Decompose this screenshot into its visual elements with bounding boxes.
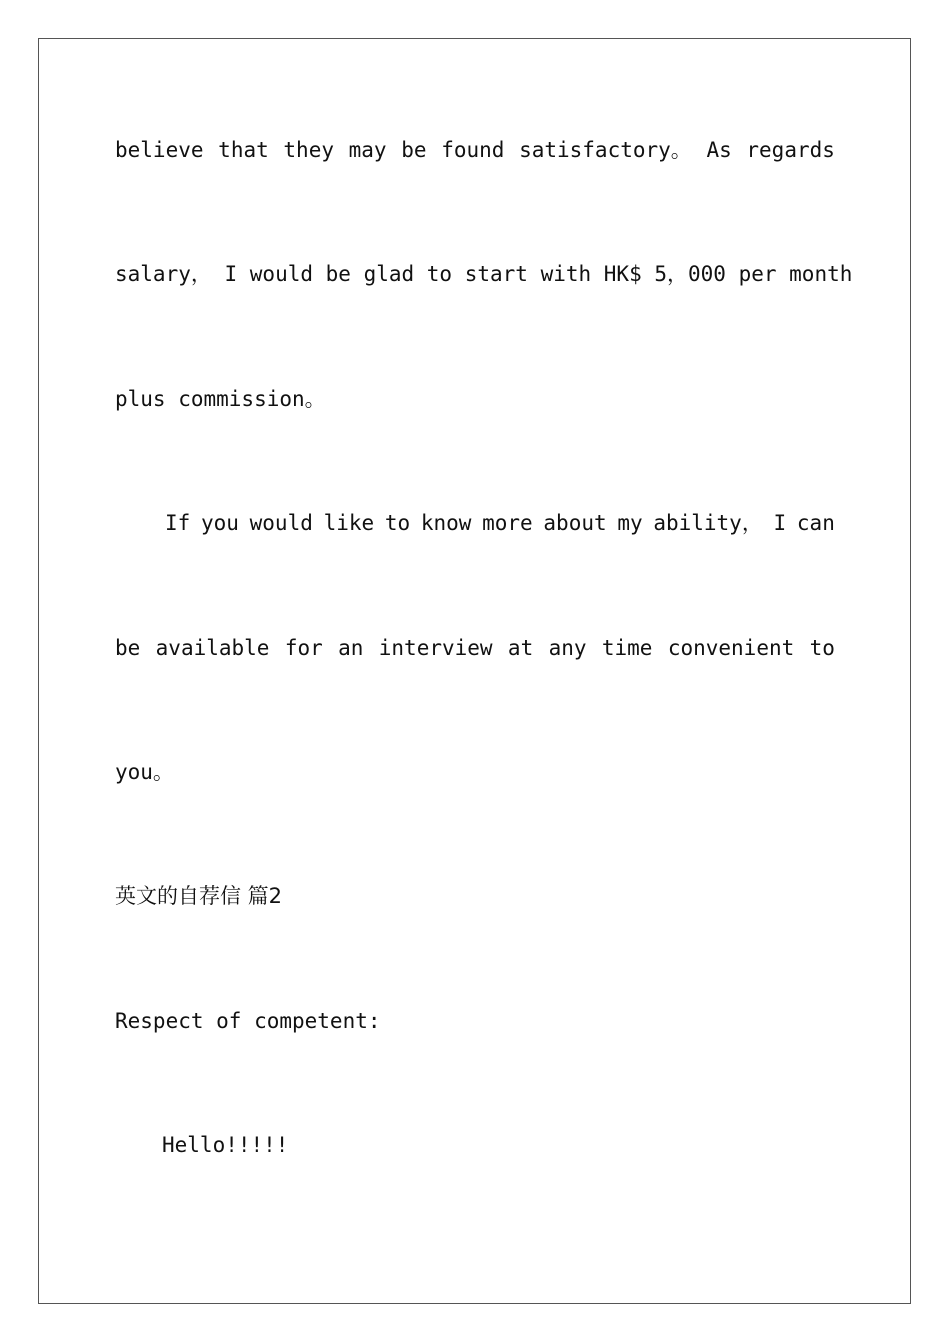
word: ability， — [653, 511, 763, 535]
text-line-1 — [115, 138, 835, 162]
word: my — [617, 511, 643, 535]
word: As — [706, 138, 732, 162]
word: for — [284, 636, 323, 660]
word: would — [249, 511, 313, 535]
word: about — [543, 511, 607, 535]
word: satisfactory。 — [519, 138, 692, 162]
word: you — [201, 511, 239, 535]
word: found — [441, 138, 505, 162]
word: like — [323, 511, 375, 535]
word: believe — [115, 138, 204, 162]
word: to — [384, 511, 411, 535]
word: available — [155, 636, 270, 660]
text-line-6: you。 — [115, 760, 174, 784]
text-line-4 — [165, 511, 835, 535]
word: can — [796, 511, 835, 535]
word: be — [115, 636, 141, 660]
text-line-3: plus commission。 — [115, 387, 326, 411]
word: regards — [746, 138, 835, 162]
word: at — [507, 636, 534, 660]
word: know — [420, 511, 472, 535]
word: interview — [378, 636, 493, 660]
text-line-2: salary， I would be glad to start with HK$ 5，000 per month — [115, 262, 853, 286]
word: I — [773, 511, 787, 535]
section-heading: 英文的自荐信 篇2 — [115, 884, 283, 908]
word: time — [601, 636, 653, 660]
document-page — [38, 38, 911, 1304]
text-line-5 — [115, 636, 835, 660]
word: more — [482, 511, 533, 535]
word: to — [809, 636, 835, 660]
greeting: Hello!!!!! — [162, 1133, 289, 1157]
word: they — [283, 138, 334, 162]
salutation: Respect of competent: — [115, 1009, 381, 1033]
word: any — [548, 636, 587, 660]
word: that — [218, 138, 269, 162]
word: convenient — [667, 636, 795, 660]
word: be — [401, 138, 427, 162]
word: If — [165, 511, 191, 535]
word: an — [338, 636, 364, 660]
word: may — [348, 138, 387, 162]
